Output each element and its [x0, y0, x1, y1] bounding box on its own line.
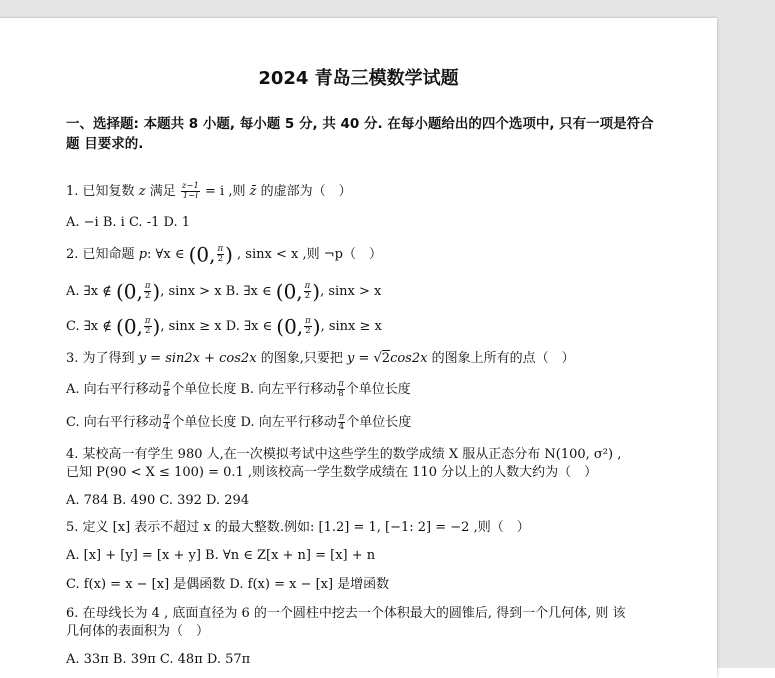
- question-2-options-ab: A. ∃x ∉ (0, $\frac{\pi}{2}$ ), sinx > x B. ∃x ∈ (0, $\frac{\pi}{2}$ ), sinx > x: [66, 279, 382, 304]
- question-6-line-2: 几何体的表面积为（ ）: [66, 624, 210, 639]
- fraction: $\frac{z-1}{1-i}$: [181, 181, 199, 201]
- question-2-options-cd: C. ∃x ∉ (0, $\frac{\pi}{2}$ ), sinx ≥ x D. ∃x ∈ (0, $\frac{\pi}{2}$ ), sinx ≥ x: [66, 314, 382, 339]
- question-3-options-cd: C. 向右平行移动 $\frac{\pi}{4}$ 个单位长度 D. 向左平行移动 $\frac{\pi}{4}$ 个单位长度: [66, 412, 412, 432]
- question-3: 3. 为了得到 y = sin2x + cos2x 的图象,只要把 y = √2cos2x 的图象上所有的点（ ）: [66, 351, 575, 366]
- question-5-options-cd: C. f(x) = x − [x] 是偶函数 D. f(x) = x − [x] 是增函数: [66, 577, 390, 592]
- question-6-options: A. 33π B. 39π C. 48π D. 57π: [66, 652, 251, 667]
- document-title: 2024 青岛三模数学试题: [258, 68, 459, 89]
- question-4-options: A. 784 B. 490 C. 392 D. 294: [66, 493, 250, 508]
- question-4-line-1: 4. 某校高一有学生 980 人,在一次模拟考试中这些学生的数学成绩 X 服从正态分布 N(100, σ²) ,: [66, 447, 622, 462]
- question-3-options-ab: A. 向右平行移动 $\frac{\pi}{8}$ 个单位长度 B. 向左平行移动 $\frac{\pi}{8}$ 个单位长度: [66, 379, 411, 399]
- question-4-line-2: 已知 P(90 < X ≤ 100) = 0.1 ,则该校高一学生数学成绩在 110 分以上的人数大约为（ ）: [66, 465, 598, 480]
- question-6-line-1: 6. 在母线长为 4 , 底面直径为 6 的一个圆柱中挖去一个体积最大的圆锥后, 得到一个几何体, 则 该: [66, 606, 626, 621]
- question-5: 5. 定义 [x] 表示不超过 x 的最大整数.例如: [1.2] = 1, [−1: 2] = −2 ,则（ ）: [66, 520, 530, 535]
- question-1: 1. 已知复数 z 满足 $\frac{z-1}{1-i}$ = i ,则 z̄ 的虚部为（ ）: [66, 181, 352, 201]
- question-2: 2. 已知命题 p: ∀x ∈ (0, $\frac{\pi}{2}$ ) , sinx < x ,则 ¬p（ ）: [66, 242, 382, 267]
- question-1-options: A. −i B. i C. -1 D. 1: [66, 215, 190, 230]
- question-5-options-ab: A. [x] + [y] = [x + y] B. ∀n ∈ Z[x + n] = [x] + n: [66, 548, 376, 563]
- section-heading: 一、选择题: 本题共 8 小题, 每小题 5 分, 共 40 分. 在每小题给出的四个选项中, 只有一项是符合题 目要求的.: [66, 116, 654, 152]
